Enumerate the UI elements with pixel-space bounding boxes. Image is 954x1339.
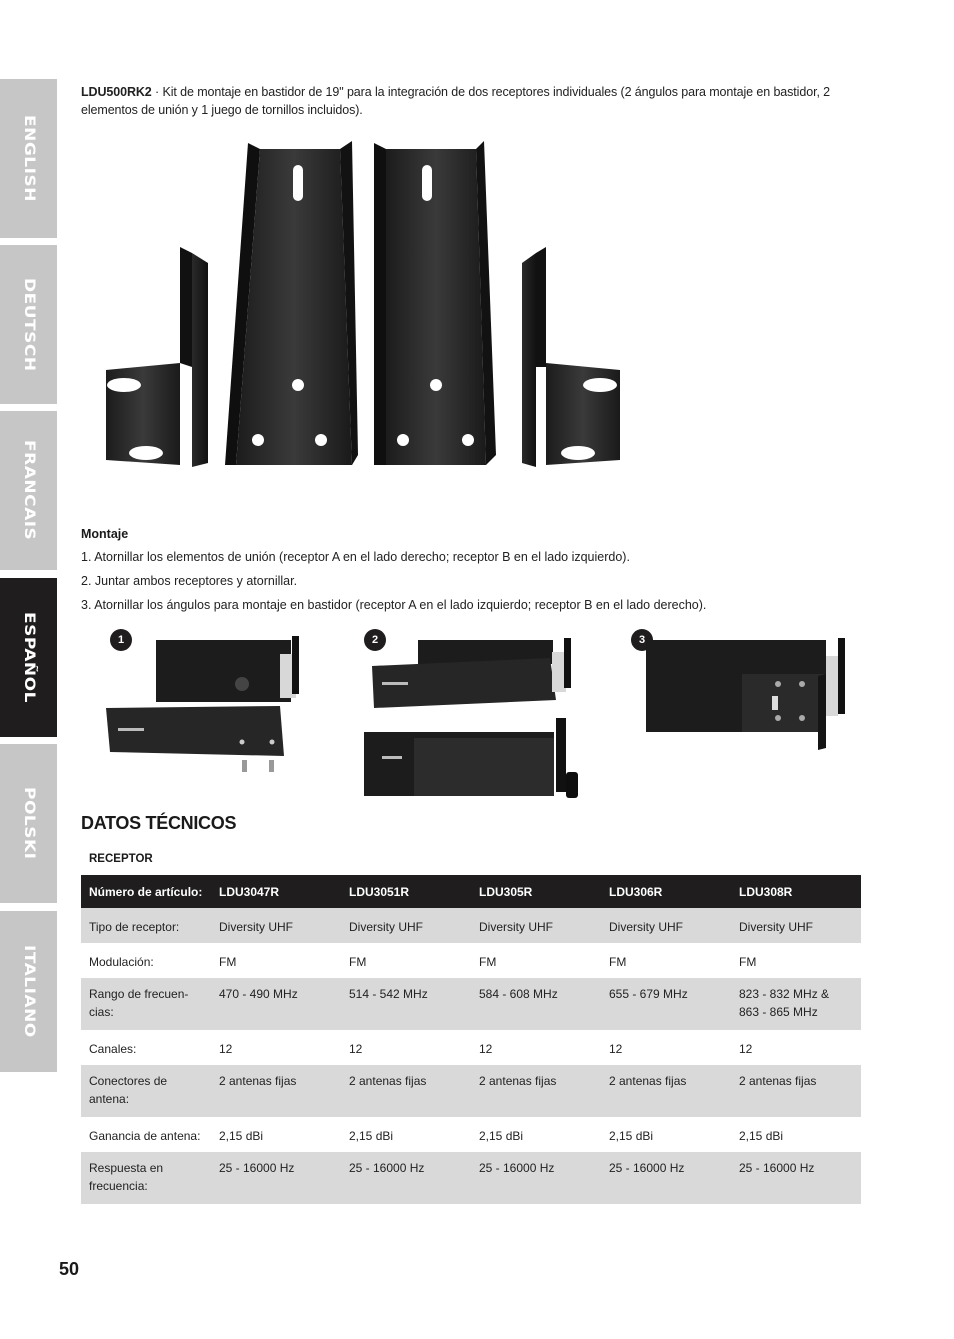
row-label: Rango de frecuen- cias: [81, 978, 211, 1030]
table-header-row [81, 875, 861, 908]
table-cell: 25 - 16000 Hz [471, 1152, 601, 1204]
table-cell: 2 antenas fijas [601, 1065, 731, 1117]
table-cell: 12 [739, 1042, 753, 1056]
table-cell: 2 antenas fijas [471, 1065, 601, 1117]
montaje-step-3: 3. Atornillar los ángulos para montaje en bastidor (receptor A en el lado izquierdo; receptor B en el lado derecho). [81, 598, 707, 612]
step-badge-1: 1 [110, 629, 132, 651]
table-cell: Diversity UHF [731, 908, 861, 943]
tab-label: ITALIANO [20, 945, 37, 1038]
montaje-step-1: 1. Atornillar los elementos de unión (receptor A en el lado derecho; receptor B en el lado izquierdo). [81, 550, 630, 564]
tab-label: DEUTSCH [20, 277, 37, 372]
header-cell: LDU3051R [341, 875, 471, 908]
table-cell: Diversity UHF [601, 908, 731, 943]
specifications-table [81, 875, 861, 1204]
assembly-photo-2 [360, 638, 585, 803]
table-row [81, 1030, 861, 1065]
rack-mount-brackets-image [100, 135, 630, 475]
row-label: Conectores de antena: [81, 1065, 211, 1117]
tab-espanol[interactable] [0, 578, 57, 737]
coupling-bracket-left [225, 141, 358, 465]
table-cell: 2 antenas fijas [211, 1065, 341, 1117]
table-cell: 2 antenas fijas [341, 1065, 471, 1117]
table-cell: 12 [349, 1042, 363, 1056]
row-label: Modulación: [89, 955, 154, 969]
table-cell: 2,15 dBi [479, 1129, 524, 1143]
table-cell: 12 [219, 1042, 233, 1056]
table-row [81, 978, 861, 1030]
tab-label: ESPAÑOL [20, 612, 37, 703]
row-label: Respuesta en frecuencia: [81, 1152, 211, 1204]
header-cell: LDU308R [731, 875, 861, 908]
table-cell: 25 - 16000 Hz [211, 1152, 341, 1204]
table-row [81, 1117, 861, 1152]
table-row [81, 943, 861, 978]
row-label: Ganancia de antena: [89, 1129, 201, 1143]
assembly-photo-3 [642, 638, 854, 750]
row-label: Canales: [89, 1042, 137, 1056]
table-cell: FM [349, 955, 367, 969]
assembly-photo-1 [104, 632, 314, 782]
tab-polski[interactable] [0, 744, 57, 903]
tab-label: POLSKI [20, 787, 37, 860]
table-row [81, 908, 861, 943]
table-cell: 12 [609, 1042, 623, 1056]
table-cell: FM [219, 955, 237, 969]
table-cell: Diversity UHF [471, 908, 601, 943]
intro-text: · Kit de montaje en bastidor de 19" para la integración de dos receptores individuales (2 ángulos para montaje en bastidor, 2 elementos de unión y 1 juego de tornillos incluidos). [81, 85, 831, 117]
table-cell: Diversity UHF [211, 908, 341, 943]
table-cell: 2,15 dBi [349, 1129, 394, 1143]
intro-paragraph [81, 83, 856, 119]
coupling-bracket-right [374, 141, 496, 465]
table-caption: RECEPTOR [89, 853, 153, 865]
header-cell: Número de artículo: [81, 875, 211, 908]
table-cell: 655 - 679 MHz [601, 978, 731, 1030]
tab-label: FRANCAIS [20, 440, 37, 541]
tab-english[interactable] [0, 79, 57, 238]
montaje-step-2: 2. Juntar ambos receptores y atornillar. [81, 574, 298, 588]
table-row [81, 1152, 861, 1204]
table-cell: FM [479, 955, 497, 969]
header-cell: LDU3047R [211, 875, 341, 908]
table-cell: 2,15 dBi [219, 1129, 264, 1143]
table-cell: 25 - 16000 Hz [731, 1152, 861, 1204]
table-cell: 514 - 542 MHz [341, 978, 471, 1030]
section-title: DATOS TÉCNICOS [81, 813, 237, 833]
table-cell: 823 - 832 MHz & 863 - 865 MHz [731, 978, 861, 1030]
rack-ear-right [522, 247, 620, 467]
tab-italiano[interactable] [0, 911, 57, 1072]
header-cell: LDU306R [601, 875, 731, 908]
product-code: LDU500RK2 [81, 85, 152, 99]
table-cell: 25 - 16000 Hz [601, 1152, 731, 1204]
table-cell: FM [609, 955, 627, 969]
table-cell: 2,15 dBi [739, 1129, 784, 1143]
table-cell: FM [739, 955, 757, 969]
rack-ear-left [106, 247, 208, 467]
header-cell: LDU305R [471, 875, 601, 908]
table-cell: Diversity UHF [341, 908, 471, 943]
step-badge-2: 2 [364, 629, 386, 651]
table-cell: 584 - 608 MHz [471, 978, 601, 1030]
table-cell: 25 - 16000 Hz [341, 1152, 471, 1204]
table-cell: 2 antenas fijas [731, 1065, 861, 1117]
step-badge-3: 3 [631, 629, 653, 651]
table-cell: 470 - 490 MHz [211, 978, 341, 1030]
table-cell: 12 [479, 1042, 493, 1056]
tab-deutsch[interactable] [0, 245, 57, 404]
table-cell: 2,15 dBi [609, 1129, 654, 1143]
tab-label: ENGLISH [20, 115, 37, 202]
montaje-heading: Montaje [81, 527, 129, 541]
row-label: Tipo de receptor: [81, 908, 211, 943]
table-row [81, 1065, 861, 1117]
tab-francais[interactable] [0, 411, 57, 570]
page-number: 50 [59, 1259, 80, 1279]
